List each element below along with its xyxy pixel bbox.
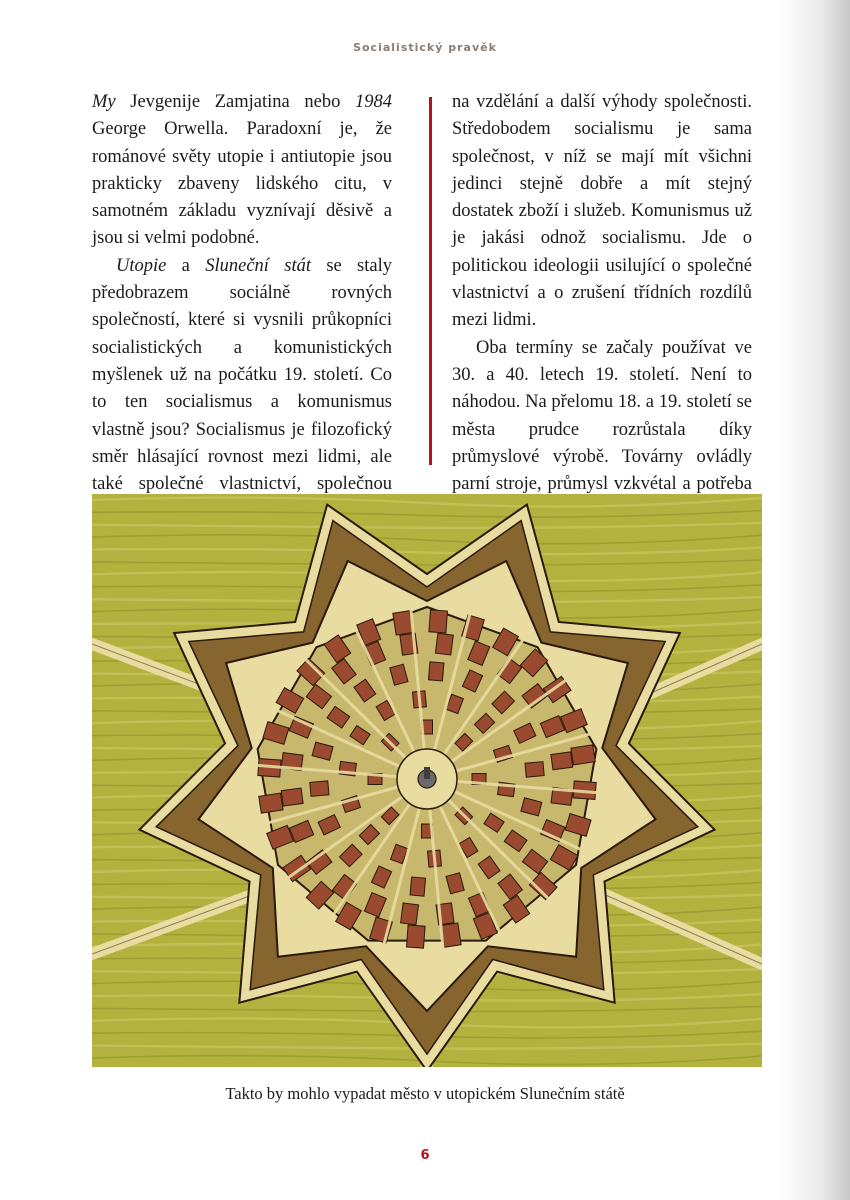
city-block bbox=[281, 788, 303, 806]
monument-column bbox=[424, 767, 430, 779]
page-number: 6 bbox=[420, 1148, 430, 1163]
city-block bbox=[259, 793, 283, 813]
right-paragraph-1: na vzdělání a další výhody společnosti. Středobodem socialismu je sama společnost, v níž se mají mít všichni jedinci stejně dobře a mít stejný dostatek zboží i služeb. Komunismus už je jakási odnož socialismu. Jde o politickou ideologii usilující o společné vlastnictví a o zrušení třídních rozdílů mezi lidmi. bbox=[452, 92, 752, 331]
book-title-1984: 1984 bbox=[355, 92, 392, 112]
city-block bbox=[525, 762, 544, 778]
city-block bbox=[571, 745, 595, 765]
page-edge-shadow bbox=[780, 0, 850, 1200]
right-text-column bbox=[452, 89, 752, 526]
city-block bbox=[551, 752, 573, 770]
left-paragraph-2: Utopie a Sluneční stát se staly předobrazem sociálně rovných společností, které si vysnili průkopníci socialistických a komunistických myšlenek už na počátku 19. století. Co to ten socialismus a komunismus vlastně jsou? Socialismus je filozofický směr hlásající rovnost mezi lidmi, ale také společné vlastnictví, společnou bbox=[92, 255, 393, 495]
column-divider bbox=[429, 97, 432, 465]
star-fortress-city-illustration bbox=[92, 494, 762, 1067]
left-paragraph-1: My Jevgenije Zamjatina nebo 1984 George Orwella. Paradoxní je, že románové světy utopie i antiutopie jsou prakticky zbaveny lidského citu, v samotném základu vyznívají děsivě a jsou si velmi podobné. bbox=[92, 92, 392, 249]
city-block bbox=[428, 662, 443, 681]
left-text-column bbox=[92, 89, 392, 526]
book-title-utopie: Utopie bbox=[116, 255, 167, 276]
book-title-slunecni-stat: Sluneční stát bbox=[205, 255, 311, 276]
city-block bbox=[401, 903, 419, 925]
city-block bbox=[410, 877, 425, 896]
book-title-my: My bbox=[92, 92, 116, 112]
running-head: Socialistický pravěk bbox=[353, 41, 497, 54]
city-block bbox=[407, 925, 426, 948]
city-block bbox=[310, 781, 329, 797]
figure-caption: Takto by mohlo vypadat město v utopickém Slunečním státě bbox=[225, 1084, 625, 1103]
city-map-svg bbox=[92, 494, 762, 1067]
right-paragraph-2: Oba termíny se začaly používat ve 30. a 40. letech 19. století. Není to náhodou. Na přelomu 18. a 19. století se města prudce rozrůstala díky průmyslové výrobě. Továrny ovládly parní stroje, průmysl vzkvétal a potřeba bbox=[452, 337, 752, 495]
city-block bbox=[435, 633, 453, 655]
city-block bbox=[429, 610, 448, 633]
